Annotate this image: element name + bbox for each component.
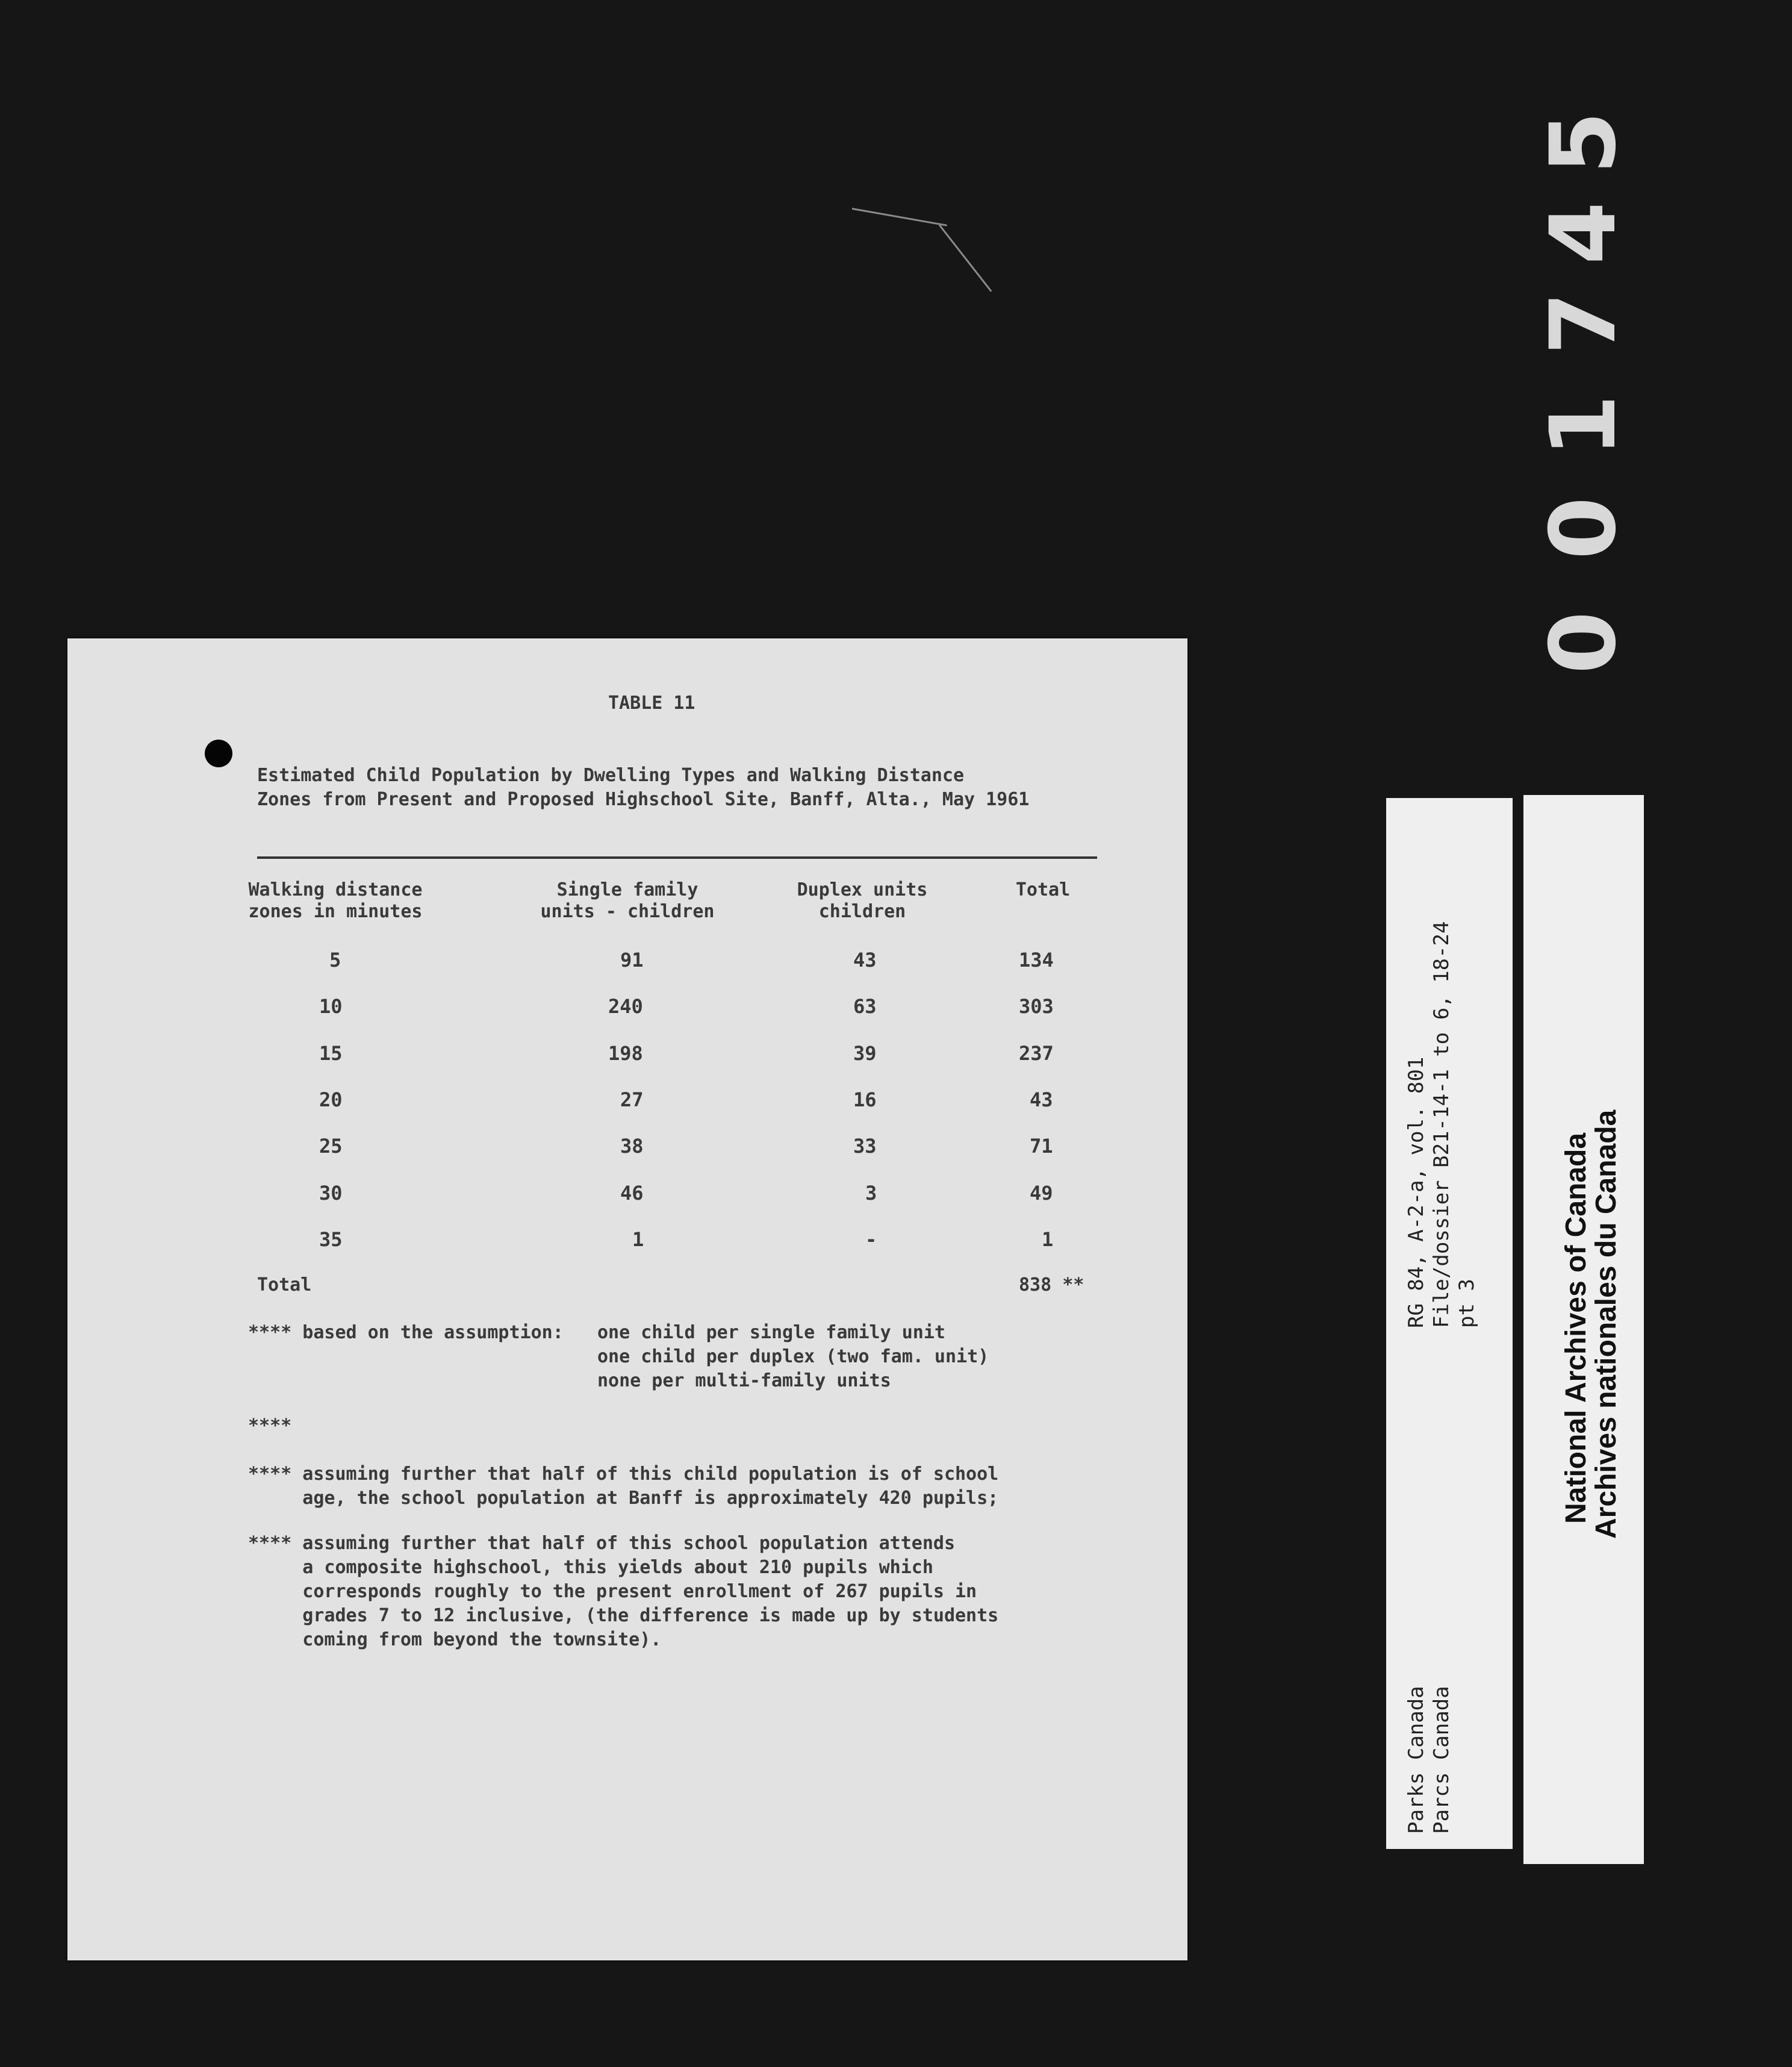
total-cell: 237 bbox=[1019, 1042, 1054, 1065]
zone-cell: 30 bbox=[319, 1182, 343, 1205]
total-label: Total bbox=[257, 1274, 312, 1295]
note-1-line: age, the school population at Banff is approximately 420 pupils; bbox=[248, 1488, 999, 1509]
frame-digit: 7 bbox=[1531, 292, 1636, 355]
note-2-line: **** assuming further that half of this school population attends bbox=[248, 1533, 955, 1554]
note-2-line: coming from beyond the townsite). bbox=[248, 1629, 662, 1650]
total-cell: 43 bbox=[1030, 1088, 1053, 1111]
table-row bbox=[67, 1088, 1187, 1112]
duplex-cell: 63 bbox=[853, 995, 877, 1018]
single-family-cell: 91 bbox=[620, 949, 644, 971]
column-header-single-family: Single family units - children bbox=[540, 879, 715, 922]
archives-brand-card bbox=[1523, 795, 1644, 1864]
zone-cell: 15 bbox=[319, 1042, 343, 1065]
agency-label: Parcs Canada bbox=[1430, 1686, 1454, 1834]
reference-line: RG 84, A-2-a, vol. 801 bbox=[1404, 1056, 1428, 1328]
title-line-1: Estimated Child Population by Dwelling Types and Walking Distance bbox=[257, 765, 964, 786]
frame-digit: 0 bbox=[1531, 496, 1636, 560]
column-header-total: Total bbox=[1015, 879, 1071, 900]
film-scratch bbox=[939, 225, 992, 292]
frame-digit: 0 bbox=[1531, 611, 1636, 675]
total-cell: 49 bbox=[1030, 1182, 1053, 1205]
zone-cell: 25 bbox=[319, 1135, 343, 1158]
frame-digit: 1 bbox=[1531, 394, 1636, 458]
total-cell: 303 bbox=[1019, 995, 1054, 1018]
assumption-marker: **** based on the assumption: bbox=[248, 1322, 564, 1343]
assumption-line: one child per duplex (two fam. unit) bbox=[597, 1346, 989, 1367]
duplex-cell: - bbox=[865, 1228, 877, 1251]
note-2-line: grades 7 to 12 inclusive, (the difference is made up by students bbox=[248, 1605, 999, 1626]
table-row bbox=[67, 995, 1187, 1019]
column-header-walking-distance: Walking distance zones in minutes bbox=[248, 879, 423, 922]
frame-digit: 5 bbox=[1531, 111, 1636, 175]
film-frame-number bbox=[1529, 72, 1638, 699]
assumption-line: one child per single family unit bbox=[597, 1322, 945, 1343]
total-cell: 134 bbox=[1019, 949, 1054, 971]
total-cell: 71 bbox=[1030, 1135, 1053, 1158]
zone-cell: 35 bbox=[319, 1228, 343, 1251]
duplex-cell: 33 bbox=[853, 1135, 877, 1158]
title-line-2: Zones from Present and Proposed Highschool Site, Banff, Alta., May 1961 bbox=[257, 789, 1030, 810]
duplex-cell: 3 bbox=[865, 1182, 877, 1205]
zone-cell: 10 bbox=[319, 995, 343, 1018]
table-label: TABLE 11 bbox=[608, 693, 695, 714]
archives-name: Archives nationales du Canada bbox=[1590, 1109, 1622, 1539]
note-1-line: **** assuming further that half of this child population is of school bbox=[248, 1464, 999, 1485]
film-scratch bbox=[852, 208, 947, 226]
typed-document-page bbox=[67, 638, 1187, 1960]
duplex-cell: 16 bbox=[853, 1088, 877, 1111]
zone-cell: 20 bbox=[319, 1088, 343, 1111]
table-row bbox=[67, 949, 1187, 973]
total-cell: 1 bbox=[1042, 1228, 1054, 1251]
note-marker: **** bbox=[248, 1415, 292, 1436]
duplex-cell: 43 bbox=[853, 949, 877, 971]
frame-digit: 4 bbox=[1531, 201, 1636, 265]
table-row bbox=[67, 1042, 1187, 1066]
column-header-duplex: Duplex units children bbox=[797, 879, 928, 922]
assumption-line: none per multi-family units bbox=[597, 1370, 891, 1391]
single-family-cell: 27 bbox=[620, 1088, 644, 1111]
archive-reference-card bbox=[1386, 798, 1513, 1849]
single-family-cell: 1 bbox=[632, 1228, 644, 1251]
single-family-cell: 46 bbox=[620, 1182, 644, 1205]
table-row bbox=[67, 1182, 1187, 1206]
header-rule bbox=[257, 856, 1097, 859]
total-value: 838 ** bbox=[1019, 1274, 1084, 1295]
single-family-cell: 38 bbox=[620, 1135, 644, 1158]
single-family-cell: 198 bbox=[608, 1042, 643, 1065]
agency-label: Parks Canada bbox=[1404, 1686, 1428, 1834]
note-2-line: corresponds roughly to the present enrollment of 267 pupils in bbox=[248, 1581, 977, 1602]
archives-name: National Archives of Canada bbox=[1560, 1132, 1592, 1524]
table-row bbox=[67, 1135, 1187, 1159]
note-2-line: a composite highschool, this yields about 210 pupils which bbox=[248, 1557, 933, 1578]
reference-line: File/dossier B21-14-1 to 6, 18-24 bbox=[1430, 921, 1454, 1328]
reference-line: pt 3 bbox=[1455, 1279, 1479, 1328]
punch-hole bbox=[205, 740, 232, 767]
single-family-cell: 240 bbox=[608, 995, 643, 1018]
table-row bbox=[67, 1228, 1187, 1252]
zone-cell: 5 bbox=[329, 949, 341, 971]
duplex-cell: 39 bbox=[853, 1042, 877, 1065]
